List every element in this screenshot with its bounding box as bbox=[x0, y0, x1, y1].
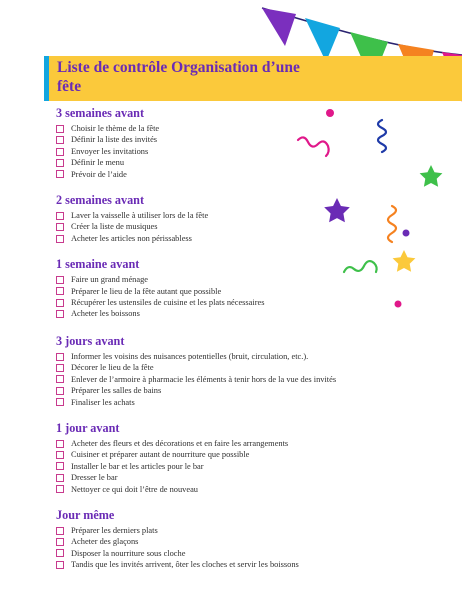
item-label: Envoyer les invitations bbox=[71, 146, 149, 156]
checkbox-icon[interactable] bbox=[56, 170, 64, 178]
section-1-day bbox=[56, 421, 396, 495]
item-label: Enlever de l’armoire à pharmacie les éléments à tenir hors de la vue des invités bbox=[71, 374, 337, 384]
star-yellow bbox=[393, 250, 416, 272]
section-heading: 3 semaines avant bbox=[56, 106, 145, 120]
checkbox-icon[interactable] bbox=[56, 561, 64, 569]
item-label: Acheter les articles non périssabless bbox=[71, 233, 192, 243]
section-2-weeks bbox=[56, 193, 396, 244]
item-label: Acheter des fleurs et des décorations et en faire les arrangements bbox=[71, 438, 289, 448]
checkbox-icon[interactable] bbox=[56, 527, 64, 535]
checklist-item bbox=[56, 210, 396, 221]
checkbox-icon[interactable] bbox=[56, 549, 64, 557]
item-label: Récupérer les ustensiles de cuisine et les plats nécessaires bbox=[71, 298, 265, 308]
item-label: Choisir le thème de la fête bbox=[71, 124, 160, 133]
checklist-item bbox=[56, 274, 396, 285]
checklist-item bbox=[56, 397, 396, 408]
checklist-item bbox=[56, 221, 396, 232]
checkbox-icon[interactable] bbox=[56, 375, 64, 383]
item-label: Prévoir de l’aide bbox=[71, 169, 127, 179]
item-label: Nettoyer ce qui doit l’être de nouveau bbox=[71, 484, 198, 494]
item-label: Décorer le lieu de la fête bbox=[71, 363, 154, 373]
checklist-item bbox=[56, 233, 396, 244]
checkbox-icon[interactable] bbox=[56, 387, 64, 395]
checklist-item bbox=[56, 351, 396, 362]
checkbox-icon[interactable] bbox=[56, 125, 64, 133]
checkbox-icon[interactable] bbox=[56, 136, 64, 144]
item-label: Installer le bar et les articles pour le bar bbox=[71, 461, 204, 471]
item-label: Préparer le lieu de la fête autant que possible bbox=[71, 286, 222, 296]
item-label: Dresser le bar bbox=[71, 473, 118, 483]
item-list bbox=[56, 123, 396, 180]
checklist-item bbox=[56, 449, 396, 460]
item-label: Acheter des glaçons bbox=[71, 537, 139, 547]
checkbox-icon[interactable] bbox=[56, 440, 64, 448]
item-list bbox=[56, 274, 396, 320]
item-label: Laver la vaisselle à utiliser lors de la fête bbox=[71, 211, 209, 221]
checkbox-icon[interactable] bbox=[56, 310, 64, 318]
item-label: Finaliser les achats bbox=[71, 397, 135, 407]
checklist-item bbox=[56, 559, 396, 570]
checklist-item bbox=[56, 536, 396, 547]
section-same-day bbox=[56, 508, 396, 571]
checklist-item bbox=[56, 548, 396, 559]
item-list bbox=[56, 351, 396, 408]
item-label: Acheter les boissons bbox=[71, 309, 140, 319]
checklist-item bbox=[56, 169, 396, 180]
checkbox-icon[interactable] bbox=[56, 398, 64, 406]
checklist bbox=[56, 106, 396, 571]
section-1-week bbox=[56, 257, 396, 320]
section-heading: 3 jours avant bbox=[56, 333, 125, 348]
checklist-item bbox=[56, 525, 396, 536]
item-label: Préparer les derniers plats bbox=[71, 525, 158, 535]
checkbox-icon[interactable] bbox=[56, 287, 64, 295]
checklist-item bbox=[56, 308, 396, 319]
checklist-item bbox=[56, 134, 396, 145]
checklist-item bbox=[56, 438, 396, 449]
checklist-item bbox=[56, 374, 396, 385]
star-green bbox=[420, 165, 443, 187]
item-list bbox=[56, 210, 396, 244]
checkbox-icon[interactable] bbox=[56, 235, 64, 243]
checklist-item bbox=[56, 362, 396, 373]
checkbox-icon[interactable] bbox=[56, 223, 64, 231]
item-list bbox=[56, 525, 396, 571]
section-heading: 1 jour avant bbox=[56, 420, 120, 435]
checklist-item bbox=[56, 484, 396, 495]
title-accent-bar bbox=[44, 56, 49, 101]
checkbox-icon[interactable] bbox=[56, 485, 64, 493]
item-label: Créer la liste de musiques bbox=[71, 222, 158, 232]
checklist-item bbox=[56, 157, 396, 168]
item-label: Définir le menu bbox=[71, 158, 125, 168]
checklist-item bbox=[56, 123, 396, 134]
checkbox-icon[interactable] bbox=[56, 148, 64, 156]
item-label: Tandis que les invités arrivent, ôter les cloches et servir les boissons bbox=[71, 560, 299, 570]
checkbox-icon[interactable] bbox=[56, 462, 64, 470]
checkbox-icon[interactable] bbox=[56, 276, 64, 284]
section-heading: 1 semaine avant bbox=[56, 257, 140, 272]
checkbox-icon[interactable] bbox=[56, 364, 64, 372]
section-heading: Jour même bbox=[56, 507, 115, 522]
checklist-item bbox=[56, 297, 396, 308]
section-3-weeks bbox=[56, 106, 396, 180]
checkbox-icon[interactable] bbox=[56, 538, 64, 546]
item-list bbox=[56, 438, 396, 495]
section-heading: 2 semaines avant bbox=[56, 193, 145, 208]
bunting-flag-purple bbox=[262, 8, 296, 46]
item-label: Faire un grand ménage bbox=[71, 275, 148, 285]
checkbox-icon[interactable] bbox=[56, 353, 64, 361]
checklist-item bbox=[56, 146, 396, 157]
checklist-item bbox=[56, 385, 396, 396]
item-label: Cuisiner et préparer autant de nourriture que possible bbox=[71, 450, 250, 460]
section-3-days bbox=[56, 334, 396, 408]
checkbox-icon[interactable] bbox=[56, 451, 64, 459]
item-label: Définir la liste des invités bbox=[71, 135, 158, 145]
checklist-item bbox=[56, 472, 396, 483]
checklist-item bbox=[56, 461, 396, 472]
checkbox-icon[interactable] bbox=[56, 299, 64, 307]
checklist-item bbox=[56, 286, 396, 297]
checkbox-icon[interactable] bbox=[56, 159, 64, 167]
item-label: Préparer les salles de bains bbox=[71, 386, 162, 396]
item-label: Disposer la nourriture sous cloche bbox=[71, 548, 186, 558]
item-label: Informer les voisins des nuisances potentielles (bruit, circulation, etc.). bbox=[71, 351, 309, 361]
checkbox-icon[interactable] bbox=[56, 212, 64, 220]
page-title: Liste de contrôle Organisation d’une fête bbox=[57, 59, 300, 95]
dot-purple bbox=[403, 230, 410, 237]
checkbox-icon[interactable] bbox=[56, 474, 64, 482]
